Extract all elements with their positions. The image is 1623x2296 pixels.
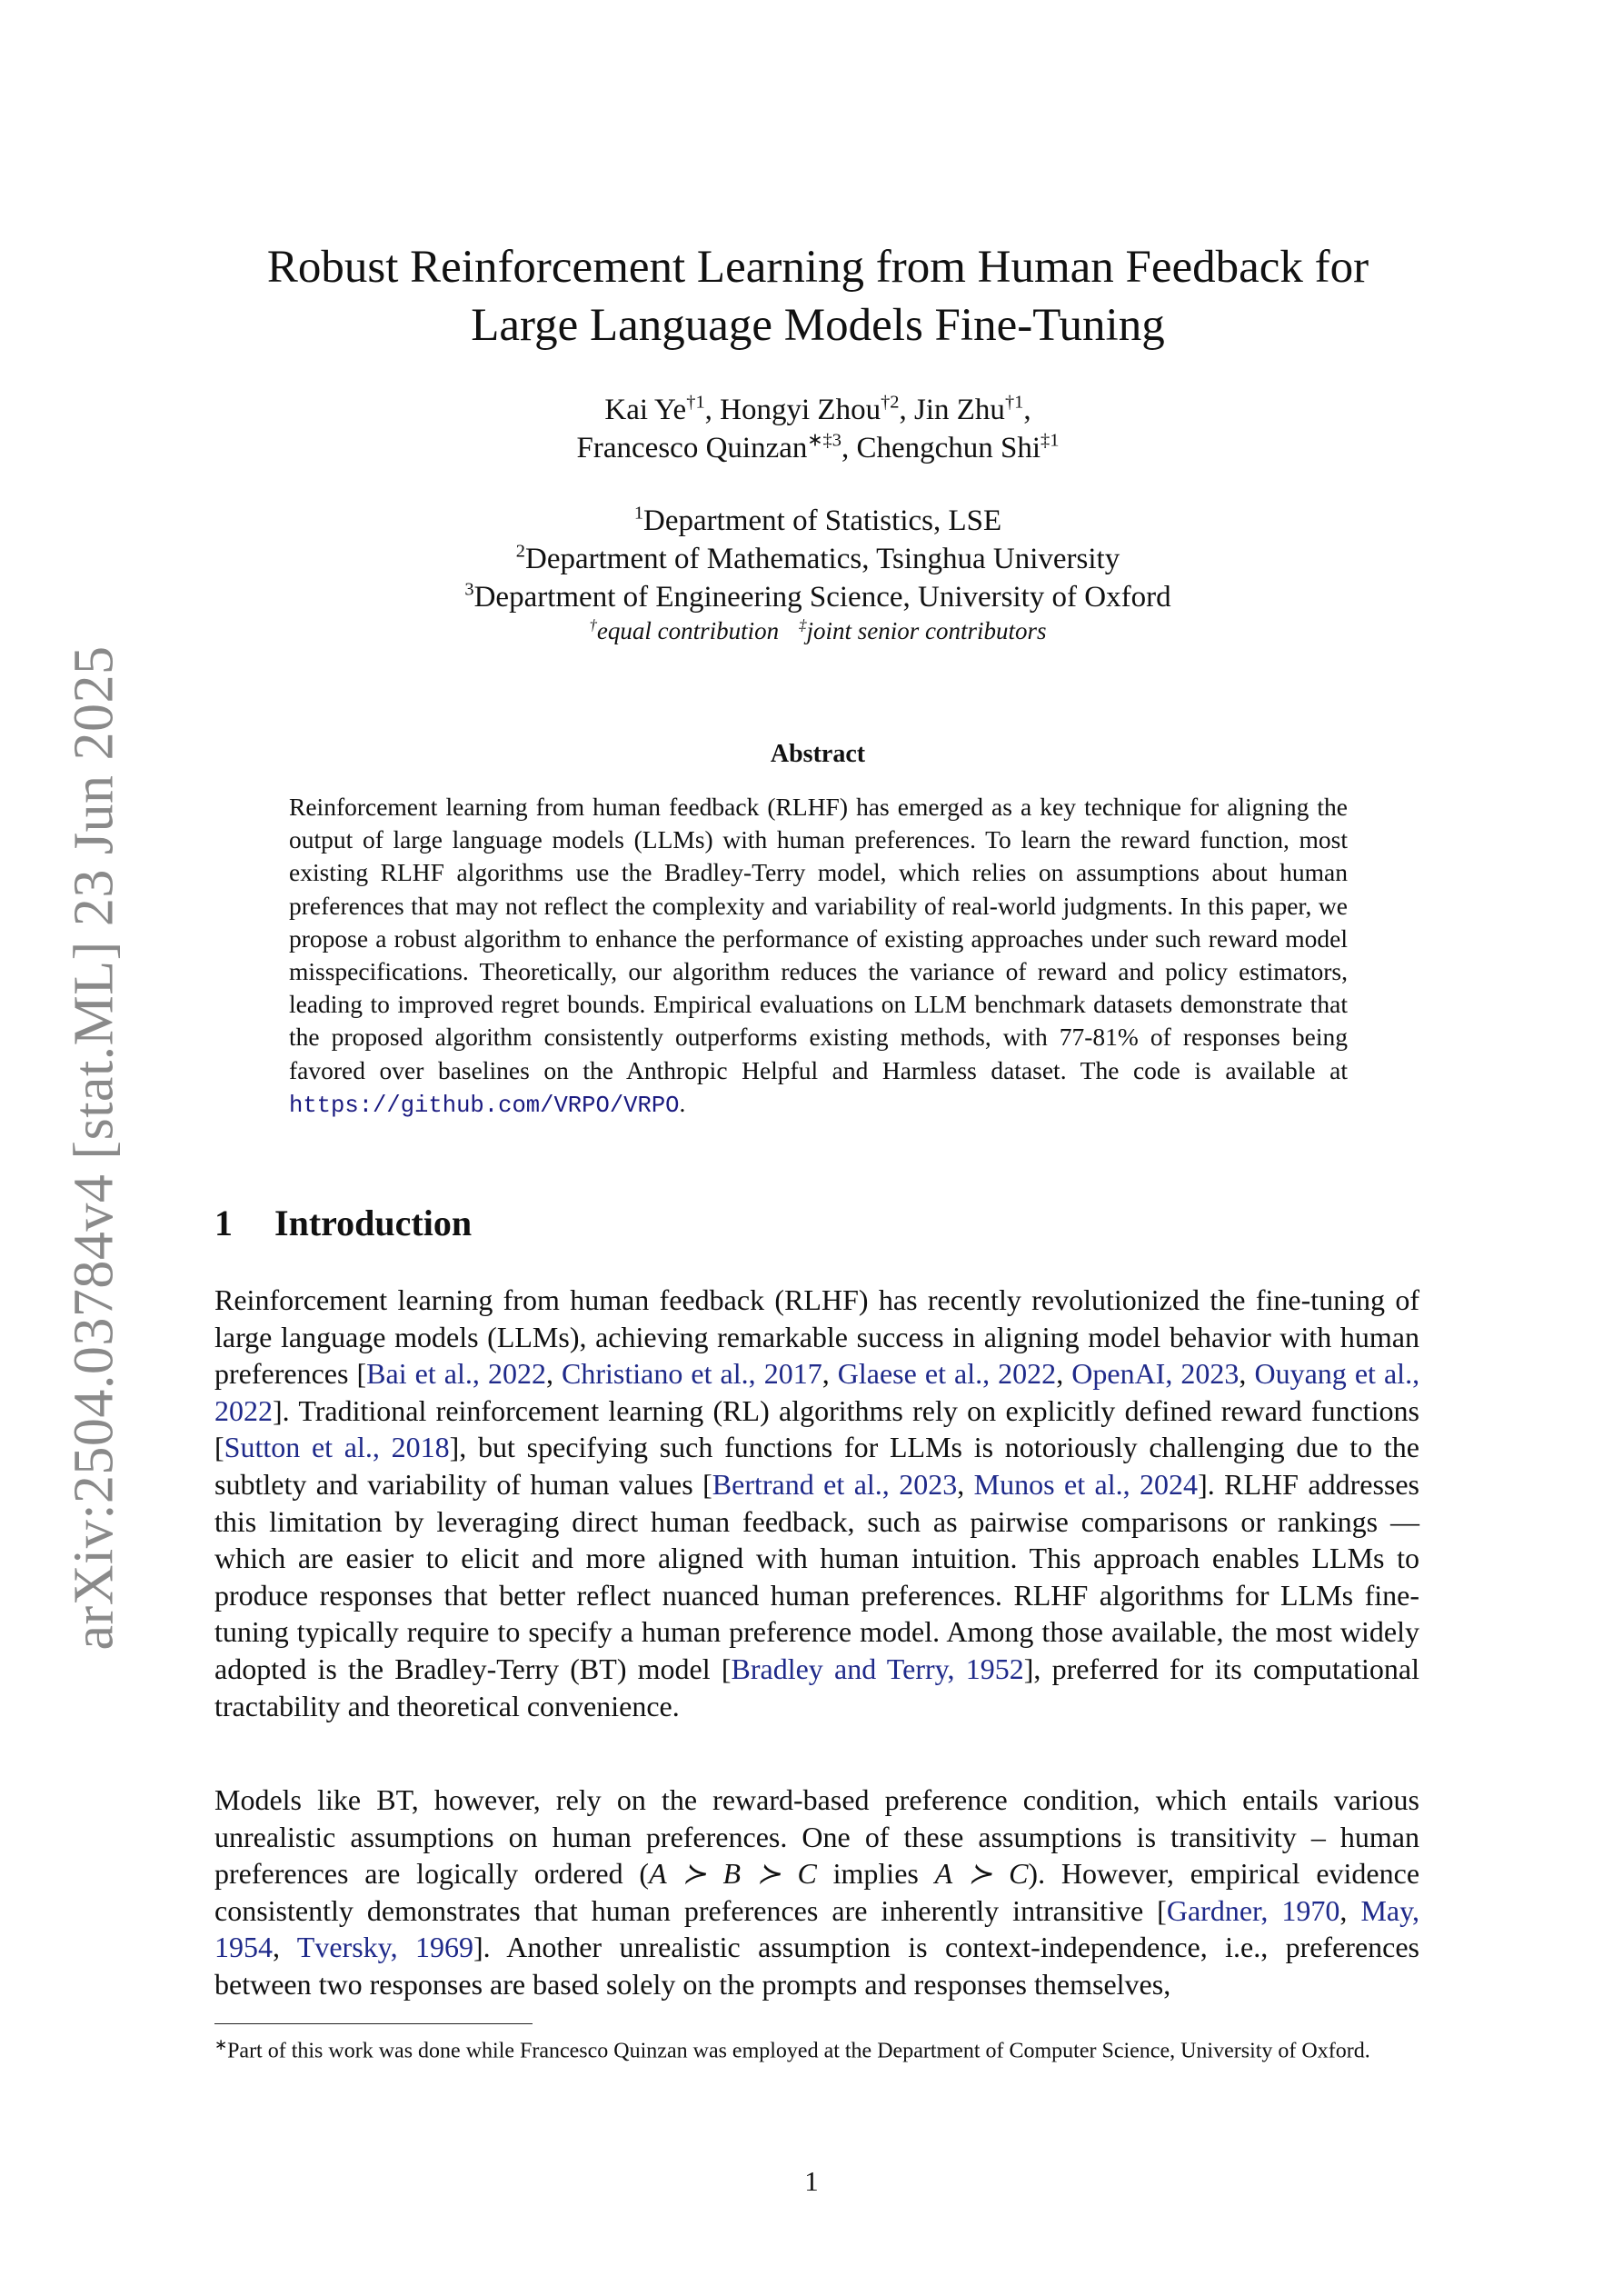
author-separator: , [704, 394, 721, 426]
note-mark: † [589, 615, 597, 634]
citation-link[interactable]: OpenAI, 2023 [1071, 1357, 1240, 1391]
author-name: Francesco Quinzan [576, 432, 808, 464]
author-name: Kai Ye [604, 394, 687, 426]
note-mark: ‡ [799, 615, 807, 634]
intro-paragraph-2 [214, 1782, 1419, 2003]
footnote-mark: ∗ [214, 2036, 228, 2053]
author-name: Jin Zhu [914, 394, 1005, 426]
abstract-text: Reinforcement learning from human feedback (RLHF) has emerged as a key technique for aligning the output of large language models (LLMs) with human preferences. To learn the reward function, most existing RLHF algorithms use the Bradley-Terry model, which relies on assumptions about human preferences that may not reflect the complexity and variability of real-world judgments. In this paper, we propose a robust algorithm to enhance the performance of existing approaches under such reward model misspecifications. Theoretically, our algorithm reduces the variance of reward and policy estimators, leading to improved regret bounds. Empirical evaluations on LLM benchmark datasets demonstrate that the proposed algorithm consistently outperforms existing methods, with 77-81% of responses being favored over baselines on the Anthropic Helpful and Harmless dataset. The code is available at [289, 793, 1348, 1084]
affiliation-text: Department of Mathematics, Tsinghua University [525, 543, 1120, 575]
paper-title [182, 238, 1454, 354]
body-text-run: Reinforcement learning from human feedback (RLHF) has recently revolutionized the fine-tuning of large language models (LLMs), achieving remarkable success in aligning model behavior with human preferences [ [214, 1283, 1419, 1391]
body-text-run: , [273, 1931, 297, 1964]
title-line-2: Large Language Models Fine-Tuning [471, 300, 1165, 351]
author-marks: ‡1 [1041, 430, 1060, 451]
body-text-run: ]. Another unrealistic assumption is context-independence, i.e., preferences between two responses are based solely on the prompts and responses themselves, [214, 1931, 1420, 2001]
code-link[interactable]: https://github.com/VRPO/VRPO [289, 1092, 680, 1119]
body-text-run: ], but specifying such functions for LLMs is notoriously challenging due to the subtlety and variability of human values [ [214, 1431, 1420, 1501]
author-line-1 [182, 391, 1454, 429]
affiliation-3 [182, 578, 1454, 616]
title-line-1: Robust Reinforcement Learning from Human Feedback for [266, 242, 1369, 293]
author-separator: , [841, 432, 857, 464]
footnote-text: Part of this work was done while Francesco Quinzan was employed at the Department of Computer Science, University of Oxford. [227, 2039, 1370, 2063]
body-text-run: , [1239, 1357, 1255, 1391]
section-heading [214, 1202, 472, 1244]
body-text-run: , [1339, 1893, 1361, 1927]
body-text-run: , [1056, 1357, 1072, 1391]
author-line-2 [182, 429, 1454, 467]
citation-link[interactable]: Gardner, 1970 [1166, 1893, 1340, 1927]
citation-link[interactable]: Christiano et al., 2017 [562, 1357, 822, 1391]
math-expression: A ≻ C [934, 1857, 1029, 1891]
footnote-divider [214, 2023, 533, 2024]
author-separator: , [1023, 394, 1031, 426]
citation-link[interactable]: Bradley and Terry, 1952 [731, 1652, 1024, 1685]
affiliation-text: Department of Engineering Science, University of Oxford [473, 581, 1171, 614]
abstract-heading: Abstract [770, 740, 866, 768]
page-number: 1 [804, 2165, 819, 2197]
citation-link[interactable]: Glaese et al., 2022 [837, 1357, 1057, 1391]
citation-link[interactable]: Bai et al., 2022 [366, 1357, 546, 1391]
author-marks: †1 [1004, 392, 1024, 413]
body-text-run: , [821, 1357, 838, 1391]
abstract-end: . [679, 1088, 686, 1117]
body-text-run: ]. RLHF addresses this limitation by leveraging direct human feedback, such as pairwise comparisons or rankings — which are easier to elicit and more aligned with human intuition. This approach enables LLMs to produce responses that better reflect nuanced human preferences. RLHF algorithms for LLMs fine-tuning typically require to specify a human preference model. Among those available, the most widely adopted is the Bradley-Terry (BT) model [ [214, 1467, 1420, 1685]
citation-link[interactable]: Ouyang et al., 2022 [214, 1357, 1420, 1427]
body-text-run: ). However, empirical evidence consistently demonstrates that human preferences are inherently intransitive [ [214, 1857, 1420, 1927]
arxiv-identifier-stamp: arXiv:2504.03784v4 [stat.ML] 23 Jun 2025 [63, 645, 125, 1651]
note-text: equal contribution [596, 617, 780, 644]
footnote [214, 2031, 1419, 2065]
affiliation-2 [182, 540, 1454, 578]
affiliation-list [182, 502, 1454, 645]
author-marks: †2 [881, 392, 900, 413]
author-list [182, 391, 1454, 467]
body-text-run: implies [816, 1857, 935, 1891]
citation-link[interactable]: May, 1954 [214, 1893, 1420, 1964]
abstract-body [289, 791, 1348, 1123]
citation-link[interactable]: Munos et al., 2024 [973, 1467, 1199, 1501]
contribution-notes [182, 616, 1454, 645]
section-title: Introduction [274, 1203, 473, 1243]
section-number: 1 [214, 1203, 233, 1243]
body-text-run: , [545, 1357, 563, 1391]
body-text-run: ], preferred for its computational tractability and theoretical convenience. [214, 1652, 1420, 1722]
body-text-run: ]. Traditional reinforcement learning (RL) algorithms rely on explicitly defined reward functions [ [214, 1393, 1419, 1464]
intro-paragraph-1 [214, 1282, 1419, 1724]
affiliation-1 [182, 502, 1454, 540]
author-name: Chengchun Shi [856, 432, 1041, 464]
citation-link[interactable]: Tversky, 1969 [296, 1931, 473, 1964]
math-expression: A ≻ B ≻ C [649, 1857, 817, 1891]
note-text: joint senior contributors [806, 617, 1047, 644]
body-text-run: , [957, 1467, 974, 1501]
body-text-run: Models like BT, however, rely on the reward-based preference condition, which entails various unrealistic assumptions on human preferences. One of these assumptions is transitivity – human preferences are logically ordered ( [214, 1783, 1419, 1891]
citation-link[interactable]: Sutton et al., 2018 [224, 1431, 450, 1464]
citation-link[interactable]: Bertrand et al., 2023 [712, 1467, 958, 1501]
author-marks: †1 [686, 392, 705, 413]
affiliation-mark: 2 [515, 541, 526, 562]
affiliation-text: Department of Statistics, LSE [643, 504, 1002, 537]
affiliation-mark: 3 [464, 579, 474, 600]
author-separator: , [899, 394, 915, 426]
author-marks: ∗‡3 [807, 430, 841, 451]
affiliation-mark: 1 [633, 503, 644, 524]
author-name: Hongyi Zhou [720, 394, 881, 426]
